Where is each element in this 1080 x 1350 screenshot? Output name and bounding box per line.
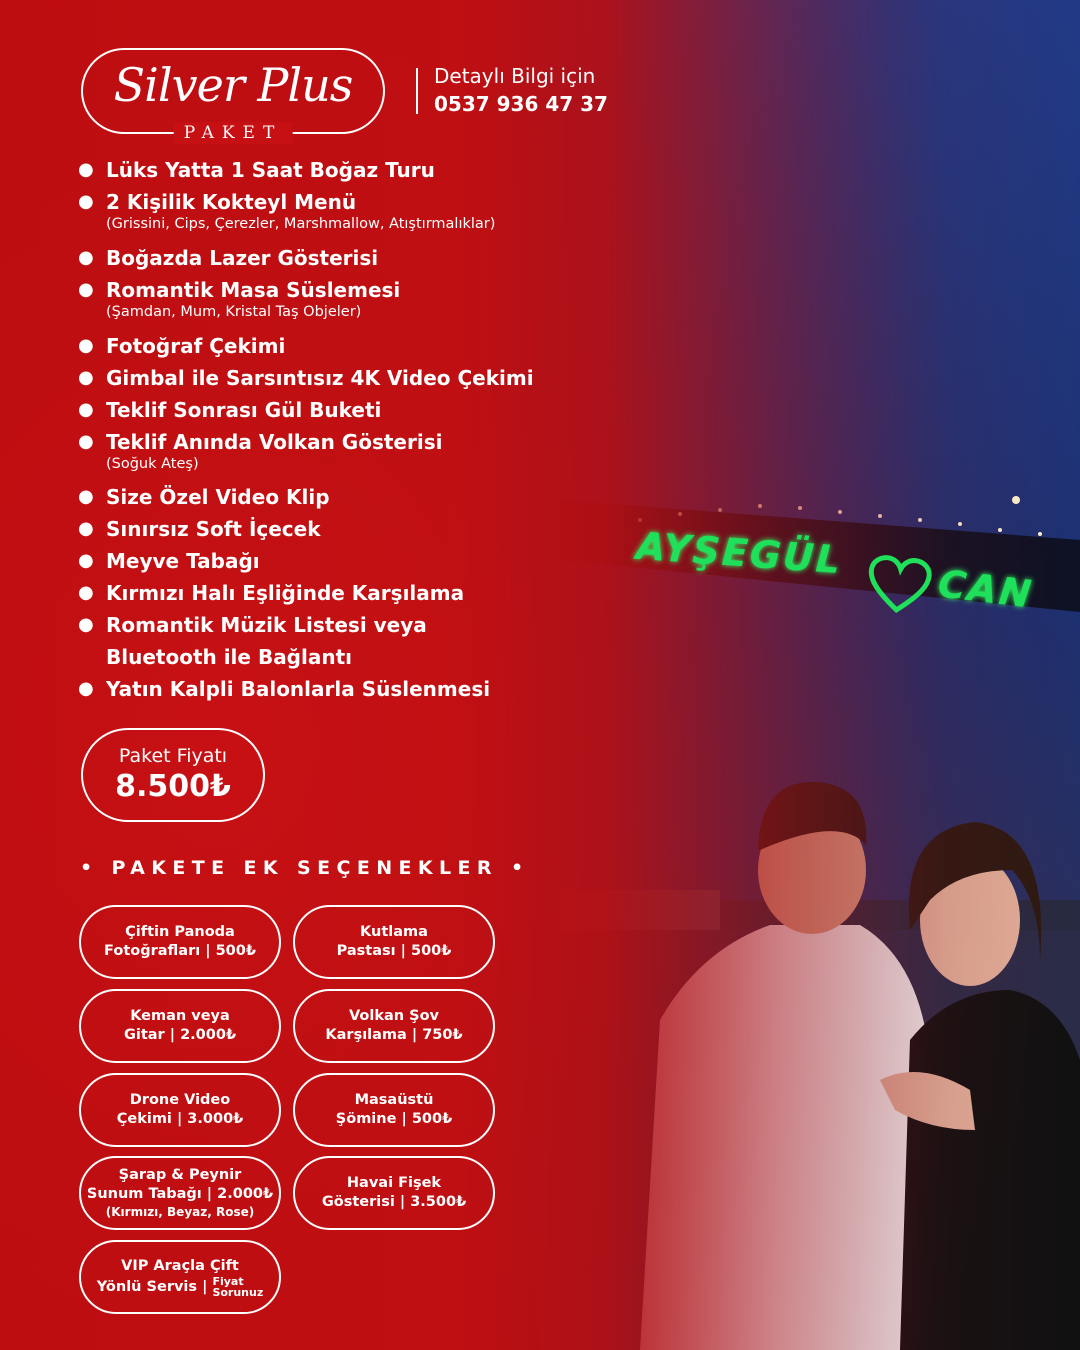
option-price: Gitar | 2.000₺ [123, 1027, 237, 1043]
feature-detail: (Soğuk Ateş) [106, 456, 199, 472]
bullet-icon: ● [78, 550, 94, 571]
feature-list [78, 156, 638, 707]
list-item [78, 579, 638, 611]
option-title: Keman veya [130, 1008, 230, 1024]
feature-title: Sınırsız Soft İçecek [106, 517, 321, 541]
list-item [78, 188, 638, 244]
price-badge [81, 728, 265, 822]
extra-option-violin-guitar[interactable] [79, 989, 281, 1063]
price-label: Paket Fiyatı [118, 745, 228, 767]
bullet-icon: ● [78, 582, 94, 603]
option-title: Drone Video [129, 1092, 231, 1108]
contact-phone[interactable]: 0537 936 47 37 [434, 92, 608, 116]
extra-option-tabletop-fireplace[interactable] [293, 1073, 495, 1147]
bullet-icon: ● [78, 431, 94, 452]
extra-option-vip-transfer[interactable] [79, 1240, 281, 1314]
feature-title: Size Özel Video Klip [106, 485, 330, 509]
option-note: (Kırmızı, Beyaz, Rose) [105, 1205, 255, 1219]
logo-title: Silver Plus [113, 58, 353, 112]
option-title: Kutlama [360, 924, 428, 940]
feature-title: Fotoğraf Çekimi [106, 334, 286, 358]
feature-title: Teklif Anında Volkan Gösterisi [106, 430, 443, 454]
option-title: Çiftin Panoda [125, 924, 235, 940]
header-divider [416, 68, 418, 114]
bullet-icon: ● [78, 678, 94, 699]
price-value: 8.500₺ [115, 769, 231, 804]
extra-option-drone-video[interactable] [79, 1073, 281, 1147]
option-price: Gösterisi | 3.500₺ [321, 1194, 467, 1210]
list-item [78, 332, 638, 364]
extra-option-fireworks[interactable] [293, 1156, 495, 1230]
list-item [78, 611, 638, 675]
option-price: Yönlü Servis | [96, 1278, 208, 1295]
list-item [78, 396, 638, 428]
list-item [78, 483, 638, 515]
feature-title: Romantik Müzik Listesi veya [106, 613, 427, 637]
extra-option-wine-cheese[interactable] [79, 1156, 281, 1230]
option-price: Sunum Tabağı | 2.000₺ [86, 1186, 274, 1202]
option-title: Havai Fişek [346, 1175, 442, 1191]
info-label: Detaylı Bilgi için [434, 64, 596, 88]
logo-subtitle: PAKET [174, 122, 293, 144]
extra-option-couple-photo-board[interactable] [79, 905, 281, 979]
option-title: VIP Araçla Çift [121, 1257, 239, 1274]
extras-heading: • PAKETE EK SEÇENEKLER • [80, 857, 530, 879]
bullet-icon: ● [78, 486, 94, 507]
bullet-icon: ● [78, 399, 94, 420]
bullet-icon: ● [78, 518, 94, 539]
option-title: Şarap & Peynir [118, 1167, 242, 1183]
option-price: Çekimi | 3.000₺ [116, 1111, 244, 1127]
feature-title: Teklif Sonrası Gül Buketi [106, 398, 382, 422]
bullet-icon: ● [78, 614, 94, 635]
feature-title: Gimbal ile Sarsıntısız 4K Video Çekimi [106, 366, 534, 390]
list-item [78, 364, 638, 396]
list-item [78, 547, 638, 579]
package-logo [81, 48, 385, 143]
option-title: Volkan Şov [348, 1008, 440, 1024]
list-item [78, 515, 638, 547]
option-price: Karşılama | 750₺ [325, 1027, 463, 1043]
bullet-icon: ● [78, 279, 94, 300]
feature-title: Meyve Tabağı [106, 549, 260, 573]
feature-detail: (Grissini, Cips, Çerezler, Marshmallow, Atıştırmalıklar) [106, 216, 496, 232]
feature-title: Boğazda Lazer Gösterisi [106, 246, 379, 270]
price-note-line2: Sorunuz [212, 1285, 264, 1299]
feature-title-continued: Bluetooth ile Bağlantı [106, 645, 353, 669]
bullet-icon: ● [78, 367, 94, 388]
laser-text-left: AYŞEGÜL [634, 523, 844, 583]
list-item [78, 244, 638, 276]
feature-title: Lüks Yatta 1 Saat Boğaz Turu [106, 158, 435, 182]
bullet-icon: ● [78, 247, 94, 268]
option-price-row [97, 1276, 264, 1298]
extra-option-volcano-welcome[interactable] [293, 989, 495, 1063]
option-price: Pastası | 500₺ [336, 943, 452, 959]
list-item [78, 428, 638, 483]
feature-title: 2 Kişilik Kokteyl Menü [106, 190, 357, 214]
feature-title: Kırmızı Halı Eşliğinde Karşılama [106, 581, 465, 605]
bullet-icon: ● [78, 335, 94, 356]
list-item [78, 675, 638, 707]
list-item [78, 276, 638, 332]
option-price: Şömine | 500₺ [335, 1111, 453, 1127]
feature-detail: (Şamdan, Mum, Kristal Taş Objeler) [106, 304, 362, 320]
feature-title: Yatın Kalpli Balonlarla Süslenmesi [106, 677, 491, 701]
laser-heart-icon [863, 553, 935, 618]
price-note-line1: Fiyat [212, 1274, 244, 1288]
feature-title: Romantik Masa Süslemesi [106, 278, 401, 302]
bullet-icon: ● [78, 159, 94, 180]
extra-option-celebration-cake[interactable] [293, 905, 495, 979]
option-title: Masaüstü [354, 1092, 434, 1108]
option-price-note [212, 1276, 263, 1298]
option-price: Fotoğrafları | 500₺ [104, 943, 256, 959]
list-item [78, 156, 638, 188]
laser-text-right: CAN [935, 561, 1036, 617]
bullet-icon: ● [78, 191, 94, 212]
